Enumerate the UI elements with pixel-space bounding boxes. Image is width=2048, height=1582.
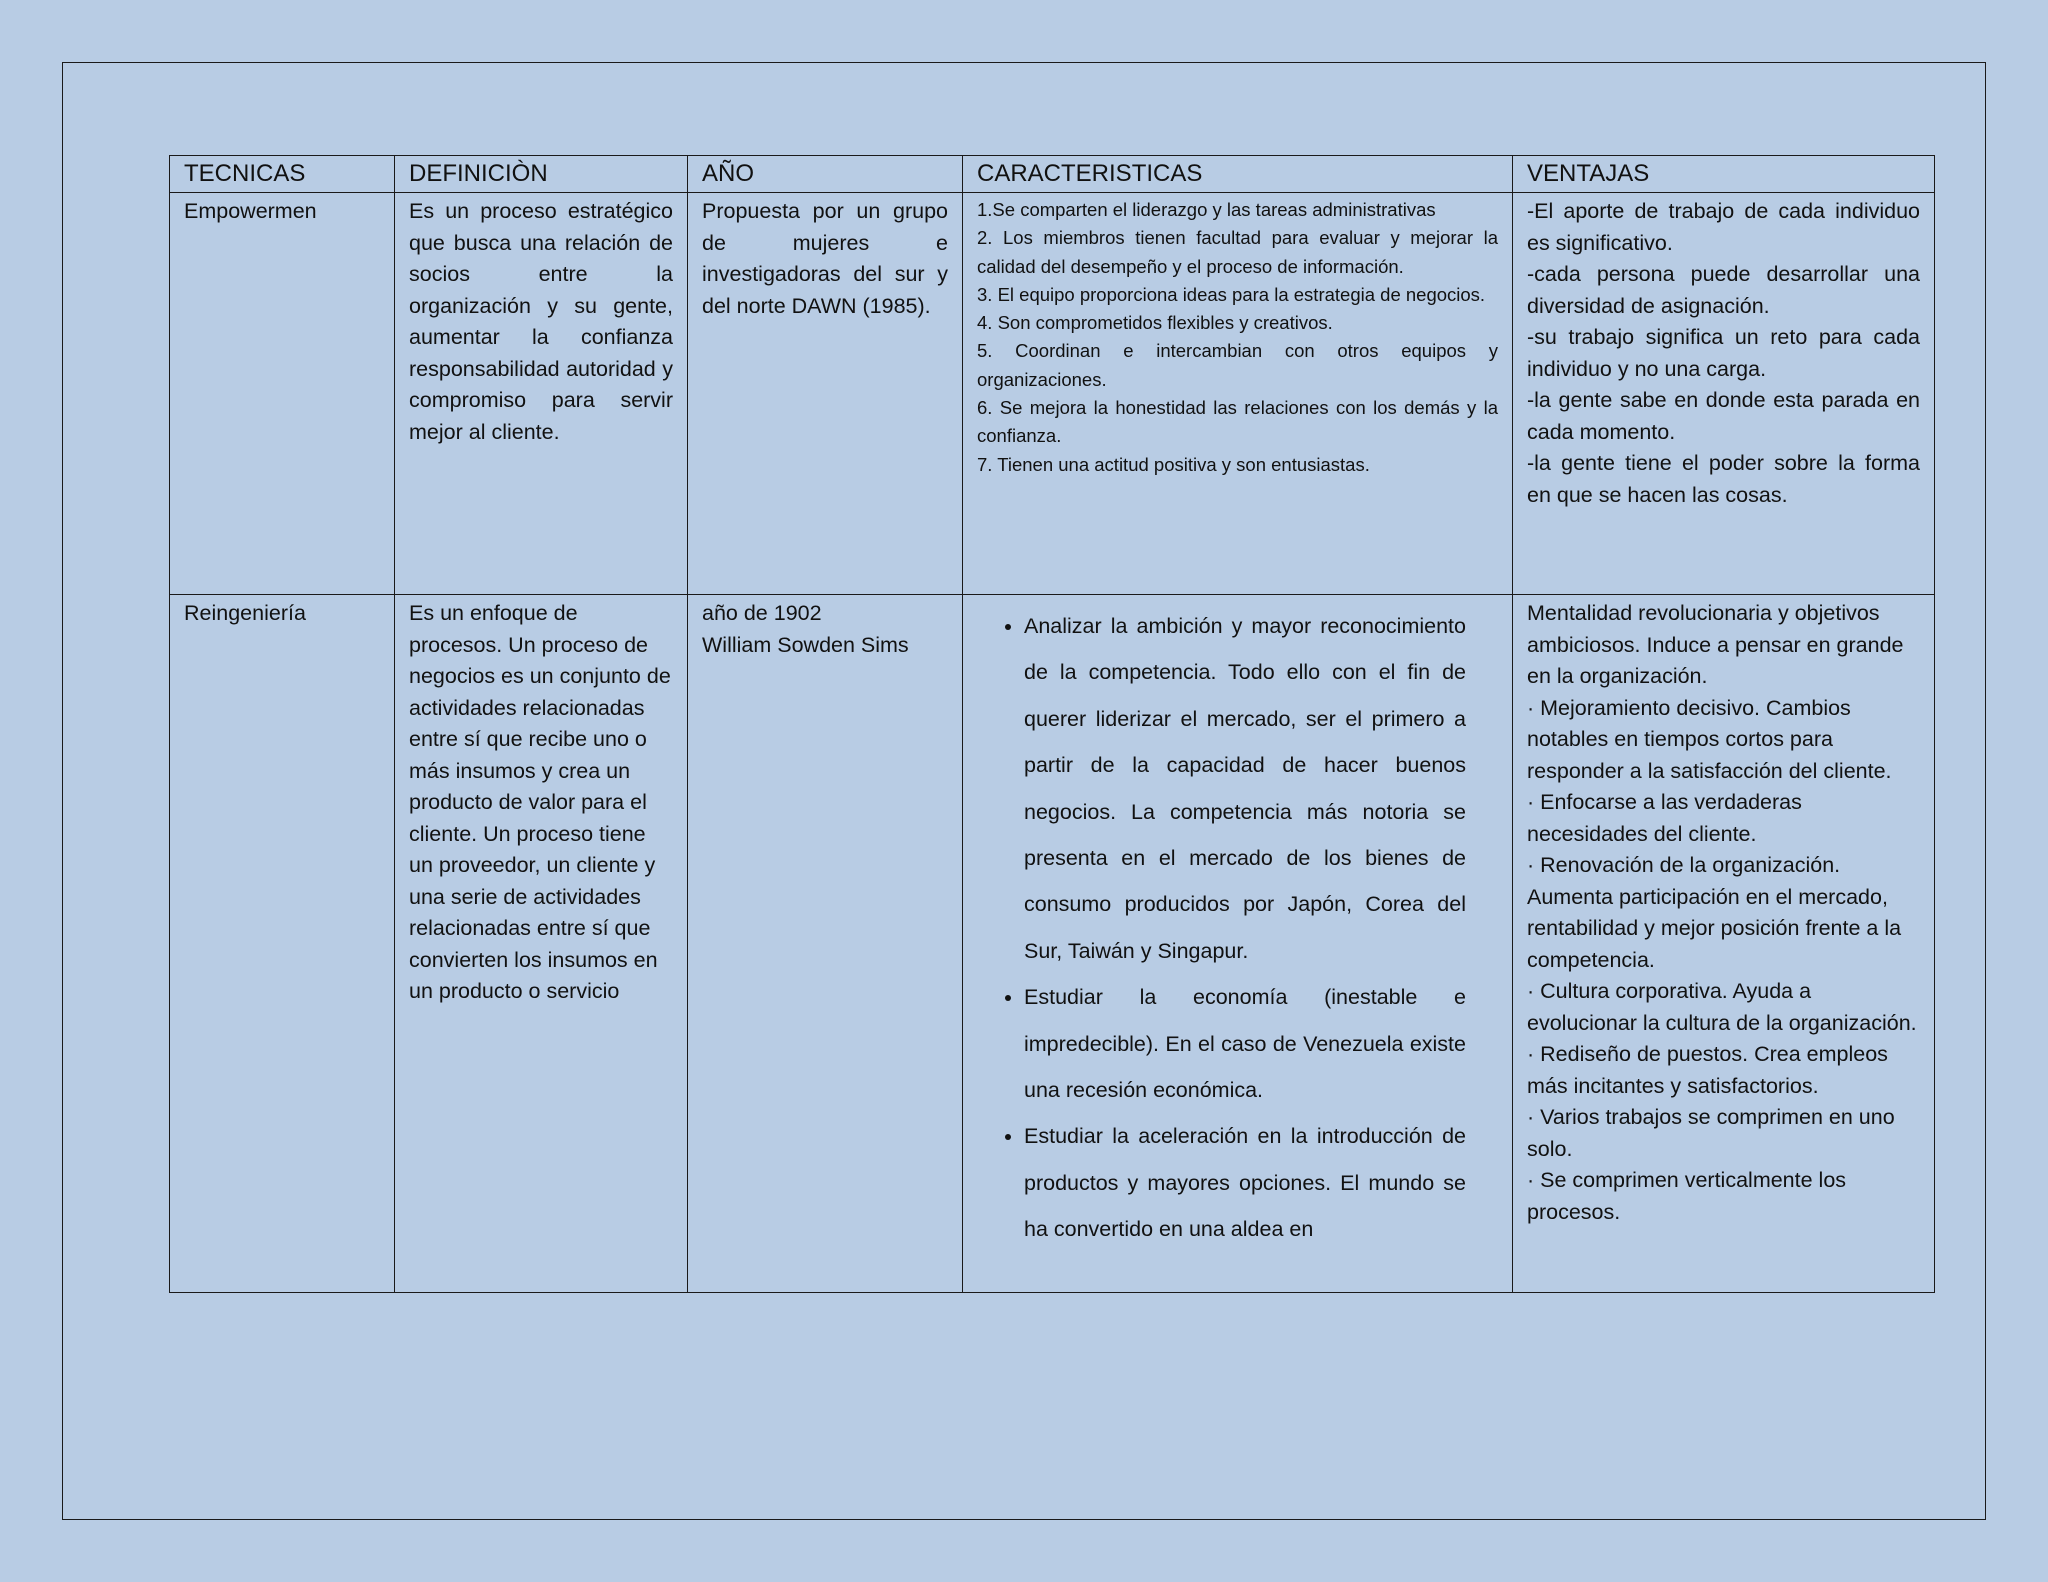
list-item: -la gente tiene el poder sobre la forma en que se hacen las cosas. — [1527, 451, 1920, 507]
header-definicion: DEFINICIÒN — [395, 156, 688, 193]
list-item: · Se comprimen verticalmente los procesos. — [1527, 1168, 1847, 1224]
techniques-table — [169, 155, 1935, 1293]
cell-ventajas — [1513, 595, 1935, 1293]
list-item: -la gente sabe en donde esta parada en cada momento. — [1527, 388, 1920, 444]
list-item: 1.Se comparten el liderazgo y las tareas administrativas — [977, 199, 1436, 220]
list-item: • Analizar la ambición y mayor reconocimiento de la competencia. Todo ello con el fin de querer liderizar el mercado, ser el primero a partir de la capacidad de hacer buenos negocios. La competencia más notoria se presenta en el mercado de los bienes de consumo producidos por Japón, Corea del Sur, Taiwán y Singapur. — [1024, 603, 1498, 974]
cell-definicion: Es un proceso estratégico que busca una relación de socios entre la organización y su gente, aumentar la confianza responsabilidad autoridad y compromiso para servir mejor al cliente. — [395, 193, 688, 595]
header-ventajas: VENTAJAS — [1513, 156, 1935, 193]
list-item: · Enfocarse a las verdaderas necesidades del cliente. — [1527, 790, 1802, 846]
list-item: · Mejoramiento decisivo. Cambios notables en tiempos cortos para responder a la satisfacción del cliente. — [1527, 695, 1892, 783]
list-item: · Renovación de la organización. Aumenta participación en el mercado, rentabilidad y mejor posición frente a la competencia. — [1527, 853, 1902, 972]
list-item: 2. Los miembros tienen facultad para evaluar y mejorar la calidad del desempeño y el proceso de información. — [977, 227, 1498, 277]
caracteristicas-list — [977, 196, 1498, 479]
header-tecnicas: TECNICAS — [170, 156, 395, 193]
cell-anio — [688, 595, 963, 1293]
anio-year: año de 1902 — [702, 601, 822, 625]
cell-anio: Propuesta por un grupo de mujeres e investigadoras del sur y del norte DAWN (1985). — [688, 193, 963, 595]
list-item: 4. Son comprometidos flexibles y creativos. — [977, 312, 1333, 334]
list-item: · Varios trabajos se comprimen en uno solo. — [1527, 1105, 1895, 1161]
caracteristicas-bullets — [977, 603, 1498, 1253]
header-anio: AÑO — [688, 156, 963, 193]
list-item: -El aporte de trabajo de cada individuo es significativo. — [1527, 199, 1920, 255]
list-item: • Estudiar la economía (inestable e impredecible). En el caso de Venezuela existe una recesión económica. — [1024, 974, 1498, 1113]
header-caracteristicas: CARACTERISTICAS — [963, 156, 1513, 193]
anio-author: William Sowden Sims — [702, 632, 909, 657]
cell-definicion: Es un enfoque de procesos. Un proceso de negocios es un conjunto de actividades relacionadas entre sí que recibe uno o más insumos y crea un producto de valor para el cliente. Un proceso tiene un proveedor, un cliente y una serie de actividades relacionadas entre sí que convierten los insumos en un producto o servicio — [395, 595, 688, 1293]
list-item: · Rediseño de puestos. Crea empleos más incitantes y satisfactorios. — [1527, 1042, 1888, 1098]
header-row — [170, 156, 1935, 193]
cell-caracteristicas — [963, 193, 1513, 595]
list-item: -cada persona puede desarrollar una diversidad de asignación. — [1527, 262, 1920, 318]
table-row — [170, 595, 1935, 1293]
list-item: • Estudiar la aceleración en la introducción de productos y mayores opciones. El mundo se ha convertido en una aldea en — [1024, 1113, 1498, 1252]
list-item: -su trabajo significa un reto para cada individuo y no una carga. — [1527, 325, 1920, 381]
list-item: 5. Coordinan e intercambian con otros equipos y organizaciones. — [977, 340, 1498, 390]
list-item: 3. El equipo proporciona ideas para la estrategia de negocios. — [977, 283, 1486, 305]
list-item: Mentalidad revolucionaria y objetivos ambiciosos. Induce a pensar en grande en la organización. — [1527, 601, 1904, 688]
cell-tecnica: Reingeniería — [170, 595, 395, 1293]
cell-ventajas — [1513, 193, 1935, 595]
list-item: · Cultura corporativa. Ayuda a evolucionar la cultura de la organización. — [1527, 979, 1917, 1035]
list-item: 6. Se mejora la honestidad las relaciones con los demás y la confianza. — [977, 397, 1498, 447]
cell-tecnica: Empowermen — [170, 193, 395, 595]
cell-caracteristicas — [963, 595, 1513, 1293]
list-item: 7. Tienen una actitud positiva y son entusiastas. — [977, 453, 1370, 475]
table-row — [170, 193, 1935, 595]
